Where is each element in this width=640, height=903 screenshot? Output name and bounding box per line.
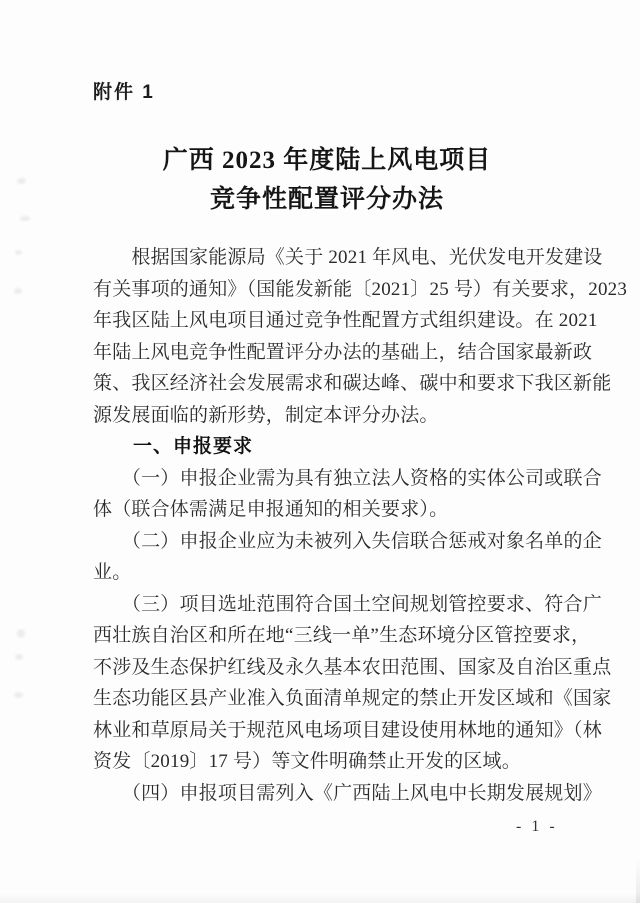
scan-smudge xyxy=(17,178,26,184)
attachment-label: 附件 1 xyxy=(93,82,155,103)
text-line: 源发展面临的新形势，制定本评分办法。 xyxy=(93,404,439,426)
text-line: 有关事项的通知》（国能发新能〔2021〕25 号）有关要求，2023 xyxy=(93,278,628,300)
text-line: 体（联合体需满足申报通知的相关要求）。 xyxy=(93,499,449,520)
text-line: 不涉及生态保护红线及永久基本农田范围、国家及自治区重点 xyxy=(93,656,612,678)
scan-smudge xyxy=(14,288,22,294)
text-line: 资发〔2019〕17 号）等文件明确禁止开发的区域。 xyxy=(93,751,521,772)
text-line: 年陆上风电竞争性配置评分办法的基础上，结合国家最新政 xyxy=(93,341,593,363)
text-line: 策、我区经济社会发展需求和碳达峰、碳中和要求下我区新能 xyxy=(93,373,612,394)
text-line: （三）项目选址范围符合国土空间规划管控要求、符合广 xyxy=(93,593,602,615)
scan-edge-shadow xyxy=(0,893,640,903)
text-line: （二）申报企业应为未被列入失信联合惩戒对象名单的企 xyxy=(93,530,602,552)
page-number: - 1 - xyxy=(516,818,558,835)
document-body-text xyxy=(93,242,628,809)
document-title xyxy=(0,141,640,219)
text-line: 西壮族自治区和所在地“三线一单”生态环境分区管控要求， xyxy=(93,625,591,646)
text-line: 生态功能区县产业准入负面清单规定的禁止开发区域和《国家 xyxy=(93,688,612,709)
scan-smudge xyxy=(17,629,25,638)
scan-smudge xyxy=(15,654,23,660)
section-heading: 一、申报要求 xyxy=(93,436,254,457)
text-line: 年我区陆上风电项目通过竞争性配置方式组织建设。在 2021 xyxy=(93,310,598,331)
scan-smudge xyxy=(20,216,30,221)
document-title-line-2: 竞争性配置评分办法 xyxy=(209,186,444,213)
scan-smudge xyxy=(15,250,22,255)
text-line: 林业和草原局关于规范风电场项目建设使用林地的通知》（林 xyxy=(93,719,602,741)
text-line: （一）申报企业需为具有独立法人资格的实体公司或联合 xyxy=(93,467,602,489)
text-line: （四）申报项目需列入《广西陆上风电中长期发展规划》 xyxy=(93,782,602,804)
scan-edge-shadow xyxy=(636,858,640,903)
text-line: 根据国家能源局《关于 2021 年风电、光伏发电开发建设 xyxy=(93,247,603,268)
scan-smudge xyxy=(14,692,23,698)
text-line: 业。 xyxy=(93,562,132,583)
document-title-line-1: 广西 2023 年度陆上风电项目 xyxy=(162,147,492,174)
